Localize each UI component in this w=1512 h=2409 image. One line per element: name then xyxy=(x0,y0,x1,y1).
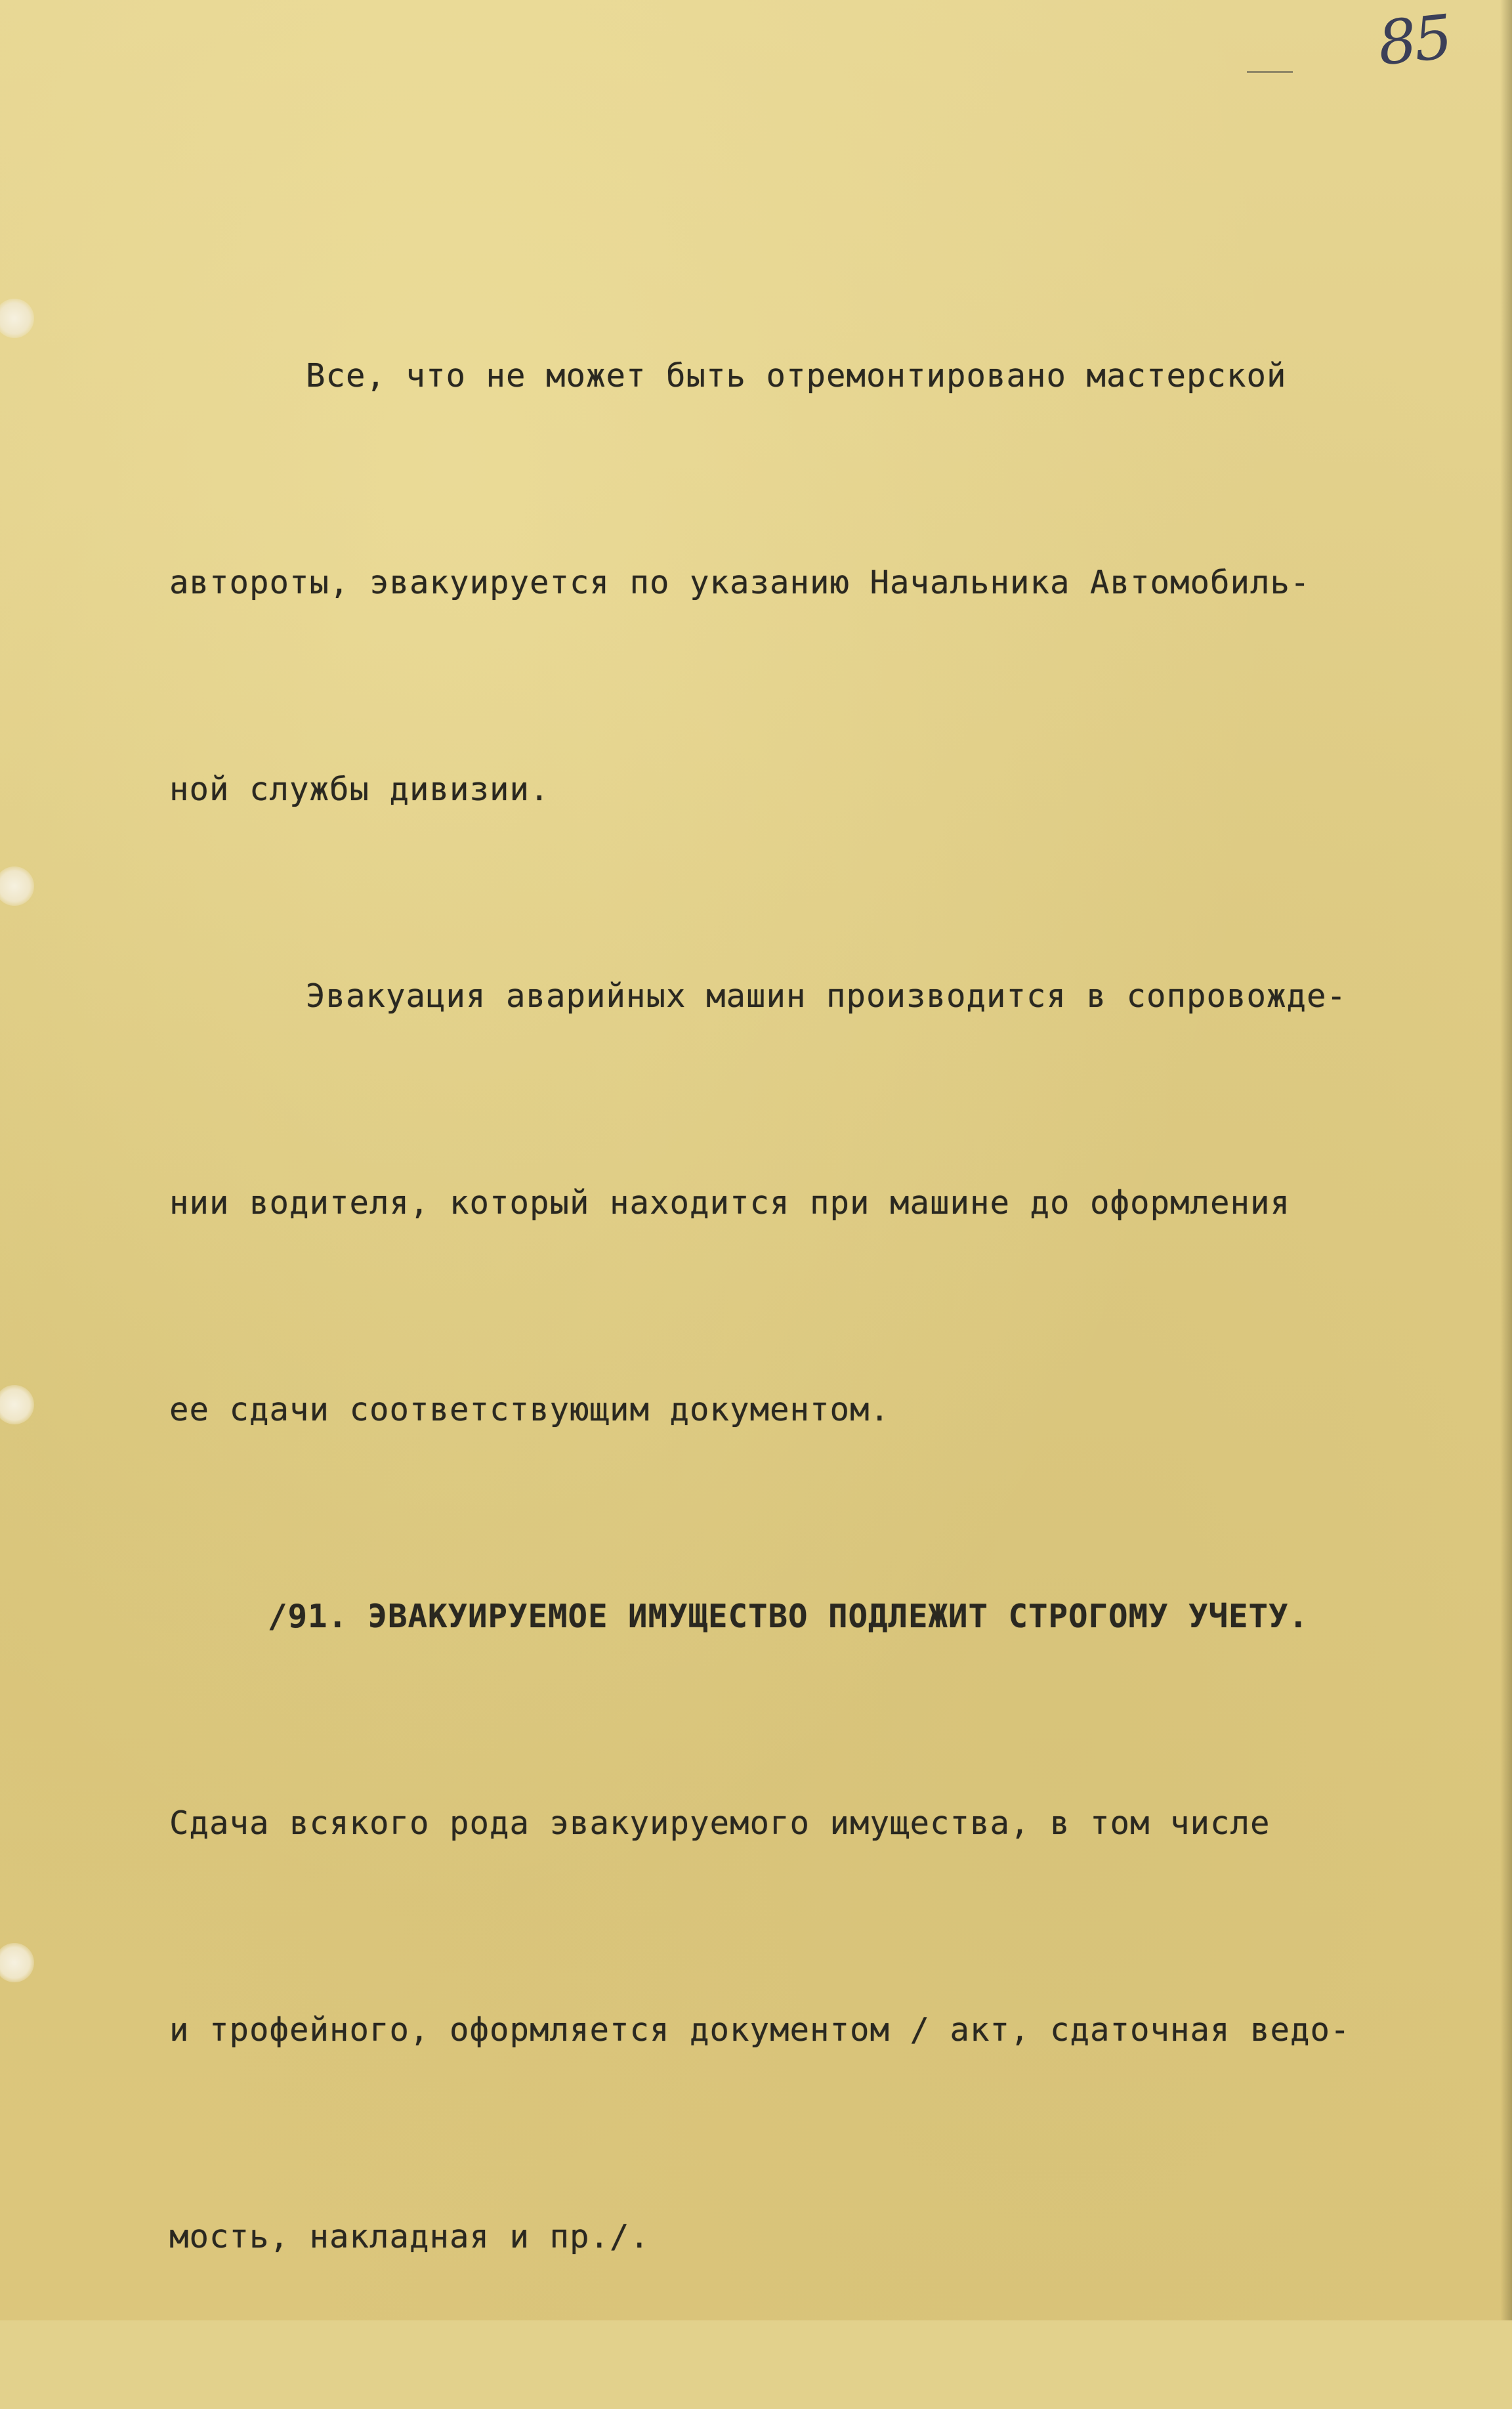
binding-hole xyxy=(0,866,34,906)
binding-hole xyxy=(0,1943,34,1982)
page-edge-shadow xyxy=(1500,0,1512,2320)
section-heading: /91. ЭВАКУИРУЕМОЕ ИМУЩЕСТВО ПОДЛЕЖИТ СТРОГОМУ УЧЕТУ. xyxy=(268,1598,1309,1635)
typewritten-text xyxy=(169,203,1456,2409)
text-line: ее сдачи соответствующим документом. xyxy=(169,1391,891,1428)
page-number: 85 xyxy=(1374,1,1454,79)
binding-hole xyxy=(0,1385,34,1424)
text-line: мость, накладная и пр./. xyxy=(169,2218,650,2255)
binding-hole xyxy=(0,299,34,338)
text-line: ной службы дивизии. xyxy=(169,771,550,808)
text-line: Эвакуация аварийных машин производится в сопровожде- xyxy=(306,977,1347,1015)
text-line: нии водителя, который находится при машине до оформления xyxy=(169,1184,1291,1222)
text-line: и трофейного, оформляется документом / акт, сдаточная ведо- xyxy=(169,2011,1351,2049)
text-line: Все, что не может быть отремонтировано мастерской xyxy=(306,357,1287,394)
text-line: автороты, эвакуируется по указанию Начальника Автомобиль- xyxy=(169,564,1311,601)
pencil-mark xyxy=(1247,71,1293,73)
text-line: Сдача всякого рода эвакуируемого имущества, в том числе xyxy=(169,1804,1270,1842)
